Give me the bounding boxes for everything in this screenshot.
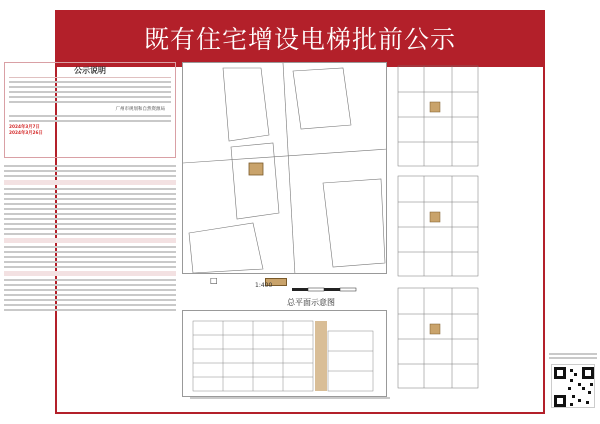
publicity-end-date: 2024年3月26日 — [9, 131, 43, 136]
notice-text-line — [9, 101, 171, 103]
notice-panel — [4, 62, 176, 158]
qr-caption-line — [549, 353, 597, 355]
info-text-line — [4, 309, 176, 311]
issuing-authority: 广州市规划和自然资源局 — [115, 107, 165, 112]
qr-code-icon — [552, 365, 596, 409]
elevation-drawing — [182, 310, 387, 397]
info-highlight-bar — [4, 271, 176, 276]
elevator-location-marker — [249, 163, 263, 175]
qr-caption-line — [549, 357, 597, 359]
floor-plans-svg — [394, 62, 484, 397]
info-text-line — [4, 223, 176, 225]
info-text-line — [4, 256, 176, 258]
publicity-start-date: 2024年3月7日 — [9, 125, 40, 130]
info-text-line — [4, 246, 176, 248]
notice-text-line — [9, 96, 171, 98]
site-plan-svg — [183, 63, 387, 274]
info-text-line — [4, 304, 176, 306]
qr-code[interactable] — [551, 364, 595, 408]
info-text-line — [4, 294, 176, 296]
info-highlight-bar — [4, 238, 176, 243]
info-text-line — [4, 213, 176, 215]
info-text-line — [4, 266, 176, 268]
notice-text-line — [9, 86, 171, 88]
info-highlight-bar — [4, 180, 176, 185]
notice-text-line — [9, 81, 171, 83]
info-text-line — [4, 218, 176, 220]
info-text-line — [4, 175, 176, 177]
page-title: 既有住宅增设电梯批前公示 — [57, 12, 543, 67]
info-text-line — [4, 198, 176, 200]
site-plan-drawing — [182, 62, 387, 274]
info-text-line — [4, 279, 176, 281]
notice-heading: 公示说明 — [9, 65, 171, 78]
notice-text-line — [9, 120, 171, 122]
qr-caption — [549, 351, 597, 361]
info-text-line — [4, 299, 176, 301]
info-text-line — [4, 203, 176, 205]
site-plan-title: 总平面示意图 — [287, 298, 335, 307]
info-text-line — [4, 289, 176, 291]
info-text-line — [4, 188, 176, 190]
scale-ratio: 1:400 — [255, 282, 273, 289]
footer-text-line — [190, 397, 390, 399]
info-text-line — [4, 251, 176, 253]
info-text-line — [4, 284, 176, 286]
floor-plans-column — [394, 62, 484, 397]
info-text-line — [4, 208, 176, 210]
info-text-line — [4, 170, 176, 172]
info-text-line — [4, 233, 176, 235]
notice-text-line — [9, 91, 171, 93]
info-text-line — [4, 228, 176, 230]
project-info-panel — [4, 162, 176, 397]
info-text-line — [4, 193, 176, 195]
info-text-line — [4, 261, 176, 263]
square-icon: □ — [210, 276, 218, 285]
notice-text-line — [9, 115, 171, 117]
info-text-line — [4, 165, 176, 167]
